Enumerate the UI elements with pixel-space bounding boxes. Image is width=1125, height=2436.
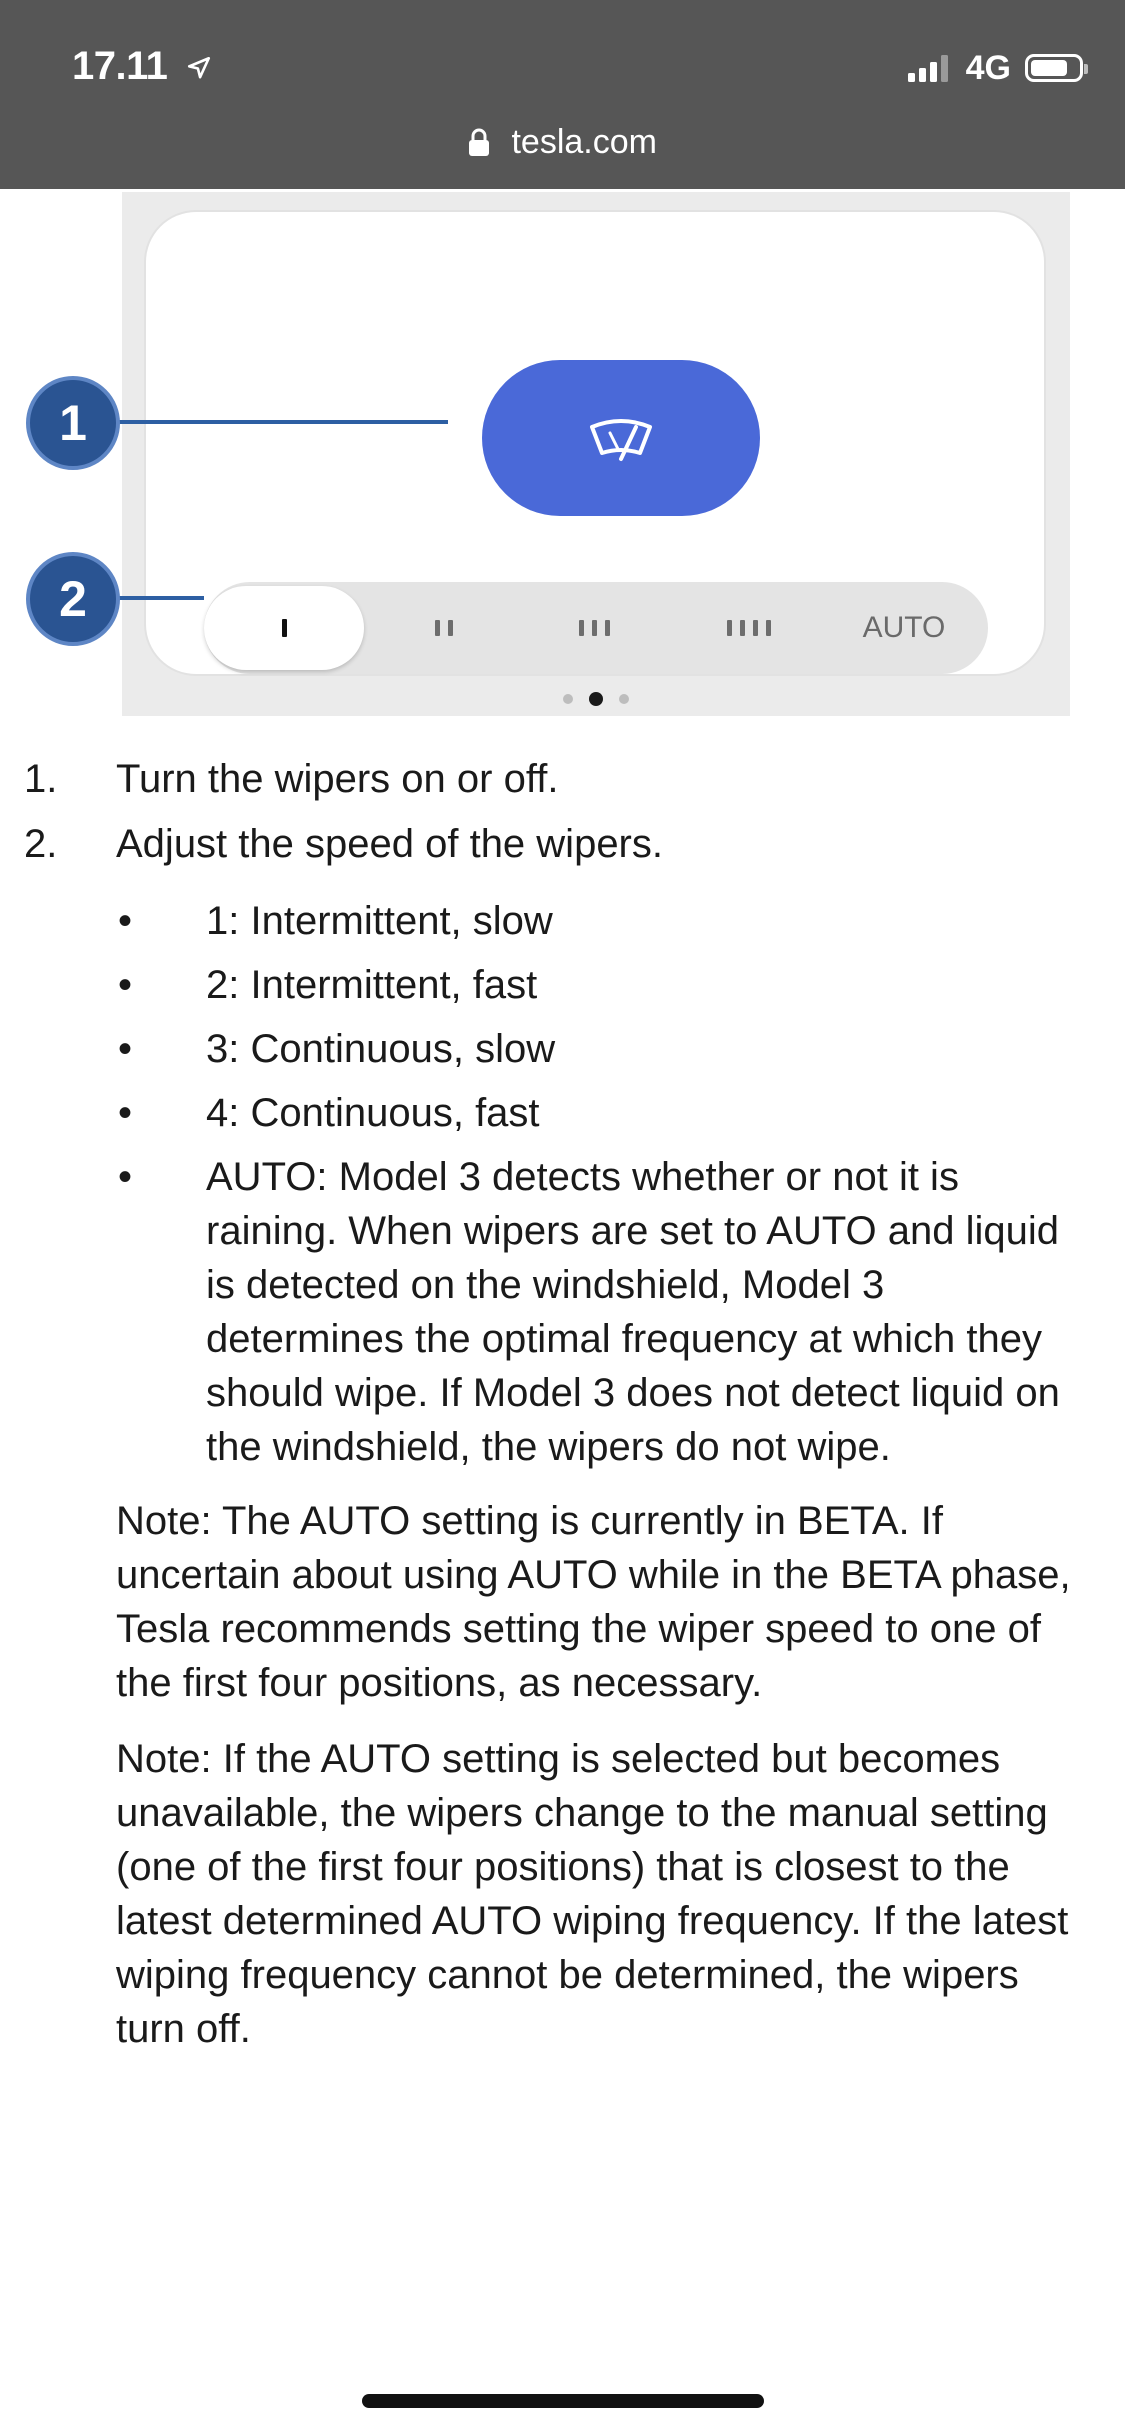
page-dot[interactable] xyxy=(619,694,629,704)
speed-label: 3: xyxy=(206,1027,240,1071)
lock-icon xyxy=(468,127,490,157)
callout-1-marker xyxy=(26,376,120,470)
speed-list-item xyxy=(0,1150,1125,1474)
speed-description: Model 3 detects whether or not it is raining. When wipers are set to AUTO and liquid is detected on the windshield, Model 3 determines the optimal frequency at which they should wipe. If Model 3 does not detect liquid on the windshield, the wipers do not wipe. xyxy=(206,1155,1060,1469)
note-text: If the AUTO setting is selected but becomes unavailable, the wipers change to the manual setting (one of the first four positions) that is closest to the latest determined AUTO wiping frequency. If the latest wiping frequency cannot be determined, the wipers turn off. xyxy=(116,1737,1069,2051)
note-paragraph xyxy=(0,1494,1125,1710)
step-item xyxy=(0,752,1125,817)
callout-1-line xyxy=(112,420,448,424)
callout-2-line xyxy=(112,596,204,600)
carousel-page-dots xyxy=(122,692,1070,706)
wiper-speed-selector xyxy=(204,582,988,674)
step-number: 1. xyxy=(24,757,58,801)
network-type: 4G xyxy=(965,48,1011,87)
battery-level xyxy=(1031,60,1067,76)
wiper-toggle-button[interactable] xyxy=(482,360,760,516)
cellular-signal-icon xyxy=(908,54,952,82)
speed-3-ticks xyxy=(575,620,614,636)
speed-list-item xyxy=(0,1022,1125,1076)
page-dot-active[interactable] xyxy=(589,692,603,706)
step-number: 2. xyxy=(24,822,58,866)
speed-2-ticks xyxy=(431,620,457,636)
note-label: Note: xyxy=(116,1737,212,1781)
speed-description: Intermittent, fast xyxy=(239,963,538,1007)
note-text: The AUTO setting is currently in BETA. If uncertain about using AUTO while in the BETA phase, Tesla recommends setting the wiper speed to one of the first four positions, as necessary. xyxy=(116,1499,1071,1705)
location-arrow-icon xyxy=(186,55,212,81)
speed-1-ticks xyxy=(278,619,291,637)
wiper-control-card xyxy=(146,212,1044,674)
step-item xyxy=(0,817,1125,882)
speed-option-2[interactable] xyxy=(369,582,519,674)
speed-label: AUTO: xyxy=(206,1155,328,1199)
article-content xyxy=(0,752,1125,2056)
browser-top-bar xyxy=(0,0,1125,189)
speed-4-ticks xyxy=(723,620,775,636)
speed-label: 2: xyxy=(206,963,240,1007)
speed-list-item xyxy=(0,958,1125,1012)
speed-list xyxy=(0,894,1125,1474)
speed-option-4[interactable] xyxy=(669,582,829,674)
note-label: Note: xyxy=(116,1499,212,1543)
wiper-controls-illustration xyxy=(122,192,1070,716)
speed-list-item xyxy=(0,1086,1125,1140)
speed-option-3[interactable] xyxy=(519,582,669,674)
step-text: Adjust the speed of the wipers. xyxy=(116,822,663,866)
address-bar[interactable] xyxy=(0,118,1125,166)
page-dot[interactable] xyxy=(563,694,573,704)
url-text[interactable]: tesla.com xyxy=(511,123,657,161)
windshield-wiper-icon xyxy=(588,413,654,463)
speed-list-item xyxy=(0,894,1125,948)
battery-icon xyxy=(1025,54,1083,82)
callout-1-number: 1 xyxy=(59,395,87,451)
callout-2-number: 2 xyxy=(59,571,87,627)
speed-option-1[interactable] xyxy=(204,586,364,670)
speed-description: Continuous, slow xyxy=(239,1027,556,1071)
step-text: Turn the wipers on or off. xyxy=(116,757,559,801)
speed-auto-label: AUTO xyxy=(862,611,946,644)
note-paragraph xyxy=(0,1732,1125,2056)
status-time xyxy=(72,44,212,89)
speed-label: 1: xyxy=(206,899,240,943)
status-time-text: 17.11 xyxy=(72,44,168,88)
status-indicators xyxy=(908,48,1083,88)
speed-description: Continuous, fast xyxy=(239,1091,540,1135)
speed-label: 4: xyxy=(206,1091,240,1135)
callout-2-marker xyxy=(26,552,120,646)
speed-option-auto[interactable] xyxy=(829,582,979,674)
home-indicator[interactable] xyxy=(362,2394,764,2408)
speed-description: Intermittent, slow xyxy=(239,899,553,943)
